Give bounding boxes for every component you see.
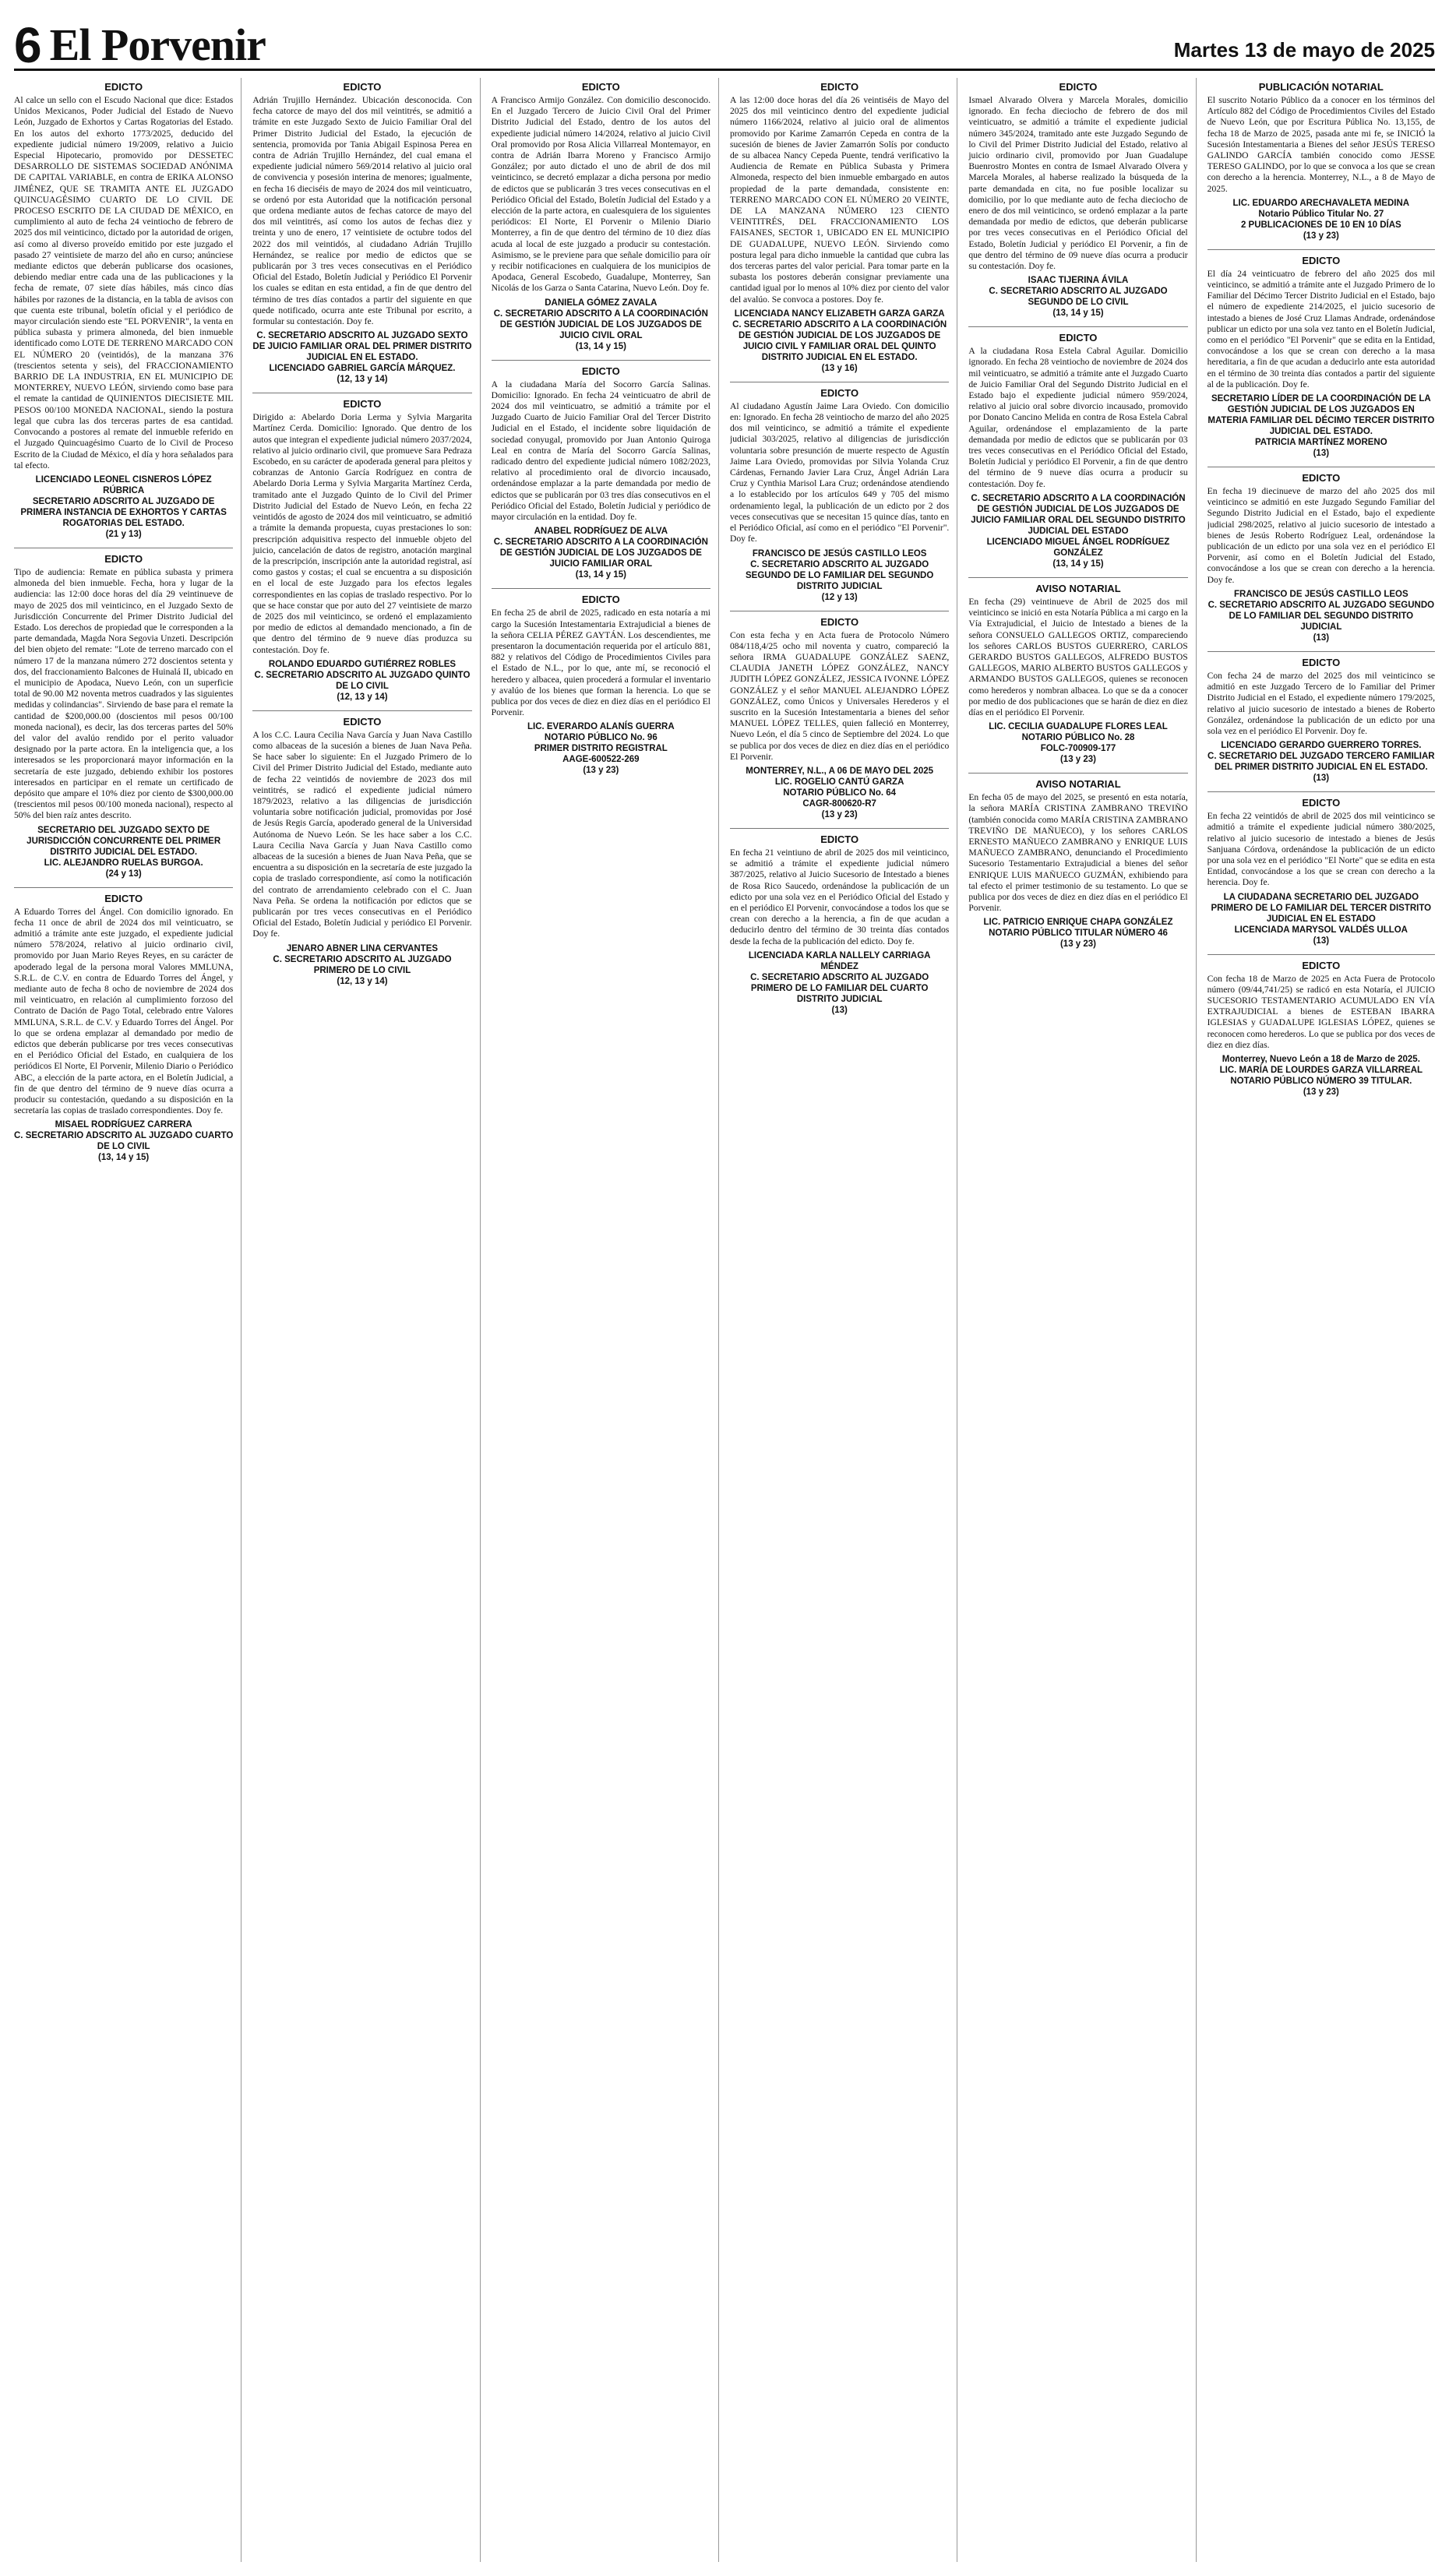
notice-signature: JENARO ABNER LINA CERVANTES C. SECRETARIO ADSCRITO AL JUZGADO PRIMERO DE LO CIVIL (12, 13 y 14) — [273, 943, 452, 986]
notice-title: EDICTO — [104, 892, 143, 904]
notice-body: Con fecha 24 de marzo del 2025 dos mil veinticinco se admitió en este Juzgado Tercero de lo Familiar del Primer Distrito Judicial en el Estado, el expediente número 179/2025, relativo al juicio sucesorio de intestado a bienes de Roberto González, ordenándose la publicación de un edicto por una sola vez en el periódico El Porvenir. Doy fe. — [1207, 670, 1435, 736]
legal-notice — [14, 893, 233, 1164]
legal-notice — [1208, 657, 1435, 784]
notice-column — [730, 78, 957, 2562]
legal-notice — [14, 81, 233, 540]
legal-notice — [730, 387, 949, 603]
notice-body: En fecha (29) veintinueve de Abril de 2025 dos mil veinticinco se inició en esta Notaría Pública a mi cargo en la Vía Extrajudicial, el Juicio de Intestado a bienes de la señora CONSUELO GALLEGOS ORTIZ, compareciendo los señores CARLOS BUSTOS GUERRERO, CARLOS GERARDO BUSTOS GALLEGOS, ALFREDO BUSTOS GALLEGOS, MARIO ALBERTO BUSTOS GALLEGOS y ARMANDO BUSTOS GALLEGOS, quienes se reconocen como herederos y nombran albacea. Lo que se da a conocer por medio de dos publicaciones que se harán de diez en diez días en el periódico El Porvenir. — [968, 596, 1188, 717]
legal-notice — [1208, 797, 1435, 946]
notice-title: EDICTO — [1302, 472, 1341, 485]
notice-divider — [1208, 954, 1435, 955]
legal-notice — [1208, 960, 1435, 1098]
notice-body: El día 24 veinticuatro de febrero del año 2025 dos mil veinticinco, se admitió a trámite ante el Juzgado Primero de lo Familiar del Décimo Tercer Distrito Judicial en el Estado, bajo el número de expediente 214/2025, el juicio sucesorio de intestado a bienes de José Cruz Llamas Andrade, ordenándose publicar un edicto por una sola vez tanto en el Boletín Judicial, como en el periódico "El Porvenir" que se edita en la Entidad, convocándose a los que se crean con derecho a la masa hereditaria, a fin de que acudan a deducirlo ante esta autoridad en el término de 30 treinta días contados a partir del siguiente al de la publicación. Doy fe. — [1207, 268, 1435, 389]
notice-title: EDICTO — [1302, 254, 1341, 266]
legal-notice — [1208, 472, 1435, 643]
notice-body: Con fecha 18 de Marzo de 2025 en Acta Fuera de Protocolo número (09/44,741/25) se radicó en esta Notaría, el JUICIO SUCESORIO TESTAMENTARIO ACUMULADO EN VÍA EXTRAJUDICIAL a bienes de ESTEBAN IBARRA IGLESIAS y GUADALUPE IGLESIAS LÓPEZ, quienes se reconocen como herederos. Lo que se publica por dos veces de diez en diez días. — [1207, 973, 1435, 1050]
notice-signature: SECRETARIO LÍDER DE LA COORDINACIÓN DE LA GESTIÓN JUDICIAL DE LOS JUZGADOS EN MATERIA FAMILIAR DEL DÉCIMO TERCER DISTRITO JUDICIAL DEL ESTADO. PATRICIA MARTÍNEZ MORENO (13) — [1208, 394, 1435, 459]
brand — [14, 17, 266, 73]
notice-body: A la ciudadana Rosa Estela Cabral Aguilar. Domicilio ignorado. En fecha 28 veintiocho de noviembre de 2024 dos mil veinticuatro, se admitió a trámite ante el Juzgado Cuarto de Juicio Familiar Oral del Segundo Distrito Judicial en el Estado bajo el expediente judicial número 959/2024, relativo al juicio oral sobre divorcio incausado, promovido por Donato Cancino Melida en contra de Rosa Estela Cabral Aguilar, ordenándose el emplazamiento de la parte demandada por medio de edictos que se publicarán por 03 tres veces consecutivas en el Periódico Oficial del Estado, Boletín Judicial y periódico El Porvenir, a fin de que dentro del término de 9 nueve días ocurra a producir su contestación. Doy fe. — [968, 346, 1188, 489]
masthead — [14, 14, 1435, 71]
notice-body: En fecha 21 veintiuno de abril de 2025 dos mil veinticinco, se admitió a trámite el expediente judicial número 387/2025, relativo al Juicio Sucesorio de Intestado a bienes de Rosa Rico Saucedo, ordenándose la publicación de un edicto por una sola vez en el Periódico Oficial del Estado y en el periódico El Porvenir, convocándose a todos los que se crean con derecho a la herencia, a fin de que acudan a deducirlo dentro del término de 30 treinta días contados desde la fecha de la publicación del edicto. Doy fe. — [730, 847, 950, 946]
notice-divider — [252, 710, 471, 711]
legal-notice — [730, 81, 949, 374]
notice-signature: LICENCIADO LEONEL CISNEROS LÓPEZ RÚBRICA SECRETARIO ADSCRITO AL JUZGADO DE PRIMERA INSTANCIA DE EXHORTOS Y CARTAS ROGATORIAS DEL ESTADO. (21 y 13) — [20, 474, 227, 539]
notice-title: EDICTO — [581, 594, 620, 606]
notice-body: A Eduardo Torres del Ángel. Con domicilio ignorado. En fecha 11 once de abril de 2024 dos mil veinticuatro, se admitió a trámite ante este juzgado, el expediente judicial número 578/2024, relativo al juicio ordinario civil, promovido por Juan Mario Reyes Reyes, en su carácter de apoderado legal de la persona moral Valores MMLUNA, S.R.L. de C.V. en contra de Eduardo Torres del Ángel, y mediante auto de fecha 8 ocho de noviembre de 2024 dos mil veinticuatro, en relación al cumplimiento forzoso del Contrato de Dación de Pago Total, celebrado entre Valores MMLUNA, S.R.L. de C.V. y Eduardo Torres del Ángel. Por lo que se ordena emplazar al demandado por medio de edictos que deberán publicarse por tres veces consecutivas en el Periódico Oficial del Estado, en cualquiera de los periódicos El Norte, El Porvenir, Milenio Diario o Periódico ABC, a elección de la parte actora, en el Boletín Judicial, a fin de que dentro del término de 9 nueve días ocurra a producir su contestación, quedando a su disposición en la secretaría las copias de traslado correspondientes. Doy fe. — [14, 906, 234, 1116]
legal-notice — [14, 553, 233, 879]
notice-divider — [1208, 249, 1435, 250]
notice-column — [1208, 78, 1435, 2562]
legal-notice — [492, 594, 710, 776]
legal-notice — [730, 616, 949, 820]
notice-body: A los C.C. Laura Cecilia Nava García y Juan Nava Castillo como albaceas de la sucesión a bienes de Juan Nava Peña. Se hace saber lo siguiente: En el Juzgado Primero de lo Civil del Primer Distrito Judicial del Estado, mediante auto de fecha 22 veintidós de noviembre de 2023 dos mil veintitrés, se radicó el expediente judicial número 1879/2023, relativo a las diligencias de jurisdicción voluntaria sobre notificación judicial, promovidas por José de Jesús Regis García, apoderado general de la Universidad Autónoma de Nuevo León. Se les hace saber a los C.C. Laura Cecilia Nava García y Juan Nava Castillo como albaceas de la sucesión a bienes de Juan Nava Peña, que se encuentra a su disposición en la secretaría de este juzgado la copia de traslado correspondiente, así como la notificación del contrato de arrendamiento celebrado con el C. Juan Nava Peña. Se ordena la notificación por edictos que se publicarán por tres veces consecutivas en el Periódico Oficial del Estado, Boletín Judicial y periódico El Porvenir. Doy fe. — [252, 729, 472, 939]
notice-divider — [1208, 791, 1435, 792]
notice-signature: LIC. CECILIA GUADALUPE FLORES LEAL NOTARIO PÚBLICO No. 28 FOLC-700909-177 (13 y 23) — [989, 722, 1168, 765]
notice-body: En fecha 05 de mayo del 2025, se presentó en esta notaría, la señora MARÍA CRISTINA ZAMBRANO TREVIÑO (también conocida como MARÍA CRISTINA ZAMBRANO TREVIÑO DE MAÑUECO), y los señores CARLOS ERNESTO MAÑUECO ZAMBRANO y ENRIQUE LUIS MAÑUECO ZAMBRANO, denunciando el Procedimiento Sucesorio Testamentario Extrajudicial a bienes del señor ENRIQUE LUIS MAÑUECO GUZMÁN, exhibiendo para tal efecto el primer testimonio de su testamento. Lo que se publica por dos veces de diez en diez días en el periódico El Porvenir. — [968, 792, 1188, 914]
notice-divider — [492, 360, 710, 361]
notice-signature: LICENCIADO GERARDO GUERRERO TORRES. C. SECRETARIO DEL JUZGADO TERCERO FAMILIAR DEL PRIMER DISTRITO JUDICIAL EN EL ESTADO. (13) — [1208, 741, 1435, 784]
notice-signature: LIC. EVERARDO ALANÍS GUERRA NOTARIO PÚBLICO No. 96 PRIMER DISTRITO REGISTRAL AAGE-600522-269 (13 y 23) — [527, 722, 675, 776]
notice-signature: LICENCIADA NANCY ELIZABETH GARZA GARZA C. SECRETARIO ADSCRITO A LA COORDINACIÓN DE GESTIÓN JUDICIAL DE LOS JUZGADOS DE JUICIO CIVIL Y FAMILIAR ORAL DEL QUINTO DISTRITO JUDICIAL EN EL ESTADO. (13 y 16) — [732, 308, 947, 373]
notice-body: En fecha 22 veintidós de abril de 2025 dos mil veinticinco se admitió a trámite el expediente judicial número 380/2025, relativo al juicio sucesorio de intestado a bienes de Jesús Sanjuana Córdova, ordenándose la publicación de un edicto por una sola vez en el periódico "El Norte" que se edita en esta Entidad, convocándose a los que se crean con derecho a la herencia. Doy fe. — [1207, 811, 1435, 888]
notice-body: Dirigido a: Abelardo Doria Lerma y Sylvia Margarita Martínez Cerda. Domicilio: Ignorado. Que dentro de los autos que integran el expediente judicial número 2037/2024, relativo al juicio ordinario civil, que promueve Sara Pedraza Escobedo, en su carácter de apoderada general para pleitos y cobranzas de Antonio García Rodríguez en contra de Abelardo Doria Lerma y Sylvia Margarita Martínez Cerda, tramitado ante el Juzgado Quinto de lo Civil del Primer Distrito Judicial del Estado de Nuevo León, en fecha 22 veintidós de agosto de 2024 dos mil veinticuatro, se admitió a trámite la demanda propuesta, cuyas prestaciones lo son: prescripción adquisitiva respecto del inmueble objeto del juicio, cancelación de datos de registro, anotación marginal de la prescripción, inscripción ante la autoridad registral, así como gastos y costas; el cual se encuentra a su disposición en el local de este Juzgado para los efectos legales correspondientes en las copias de traslado respectivo. Por lo que se hace constar que por auto del 27 veintisiete de marzo de 2025 dos mil veinticinco, se ordenó el emplazamiento por medio de edictos al demandado mencionado, a fin de que dentro del término de 9 nueve días produzca su contestación. Doy fe. — [252, 412, 472, 655]
notice-divider — [730, 828, 949, 829]
notice-signature: C. SECRETARIO ADSCRITO A LA COORDINACIÓN DE GESTIÓN JUDICIAL DE LOS JUZGADOS DE JUICIO FAMILIAR ORAL DEL SEGUNDO DISTRITO JUDICIAL DEL ESTADO LICENCIADO MIGUEL ÁNGEL RODRÍGUEZ GONZÁLEZ (13, 14 y 15) — [971, 493, 1186, 569]
notice-column — [968, 78, 1196, 2562]
notice-title: AVISO NOTARIAL — [1035, 582, 1121, 594]
legal-notice — [1208, 255, 1435, 459]
notice-signature: SECRETARIO DEL JUZGADO SEXTO DE JURISDICCIÓN CONCURRENTE DEL PRIMER DISTRITO JUDICIAL DEL ESTADO. LIC. ALEJANDRO RUELAS BURGOA. (24 y 13) — [26, 825, 221, 879]
notice-title: AVISO NOTARIAL — [1035, 778, 1121, 791]
legal-notice — [968, 583, 1187, 765]
legal-notice — [252, 398, 471, 702]
notice-body: Al ciudadano Agustín Jaime Lara Oviedo. Con domicilio en: Ignorado. En fecha 28 veintiocho de marzo del año 2025 dos mil veinticinco, se admitió a trámite el expediente judicial 303/2025, relativo al diligencias de jurisdicción voluntaria sobre presunción de muerte respecto de Agustín Jaime Lara Oviedo, promovidas por Silvia Yolanda Cruz Cárdenas, Fernando Javier Lara Cruz, Ángel Adrián Lara Cruz y Cynthia Marisol Lara Cruz; ordenándose atendiendo a lo establecido por los artículos 649 y 705 del mismo ordenamiento legal, la publicación de un edicto por 2 dos veces consecutivas que se necesitan 15 quince días, tanto en el Periódico Oficial, así como en el periódico "El Porvenir". Doy fe. — [730, 400, 950, 544]
notice-divider — [492, 588, 710, 589]
notice-title: EDICTO — [820, 615, 859, 628]
notice-signature: LIC. PATRICIO ENRIQUE CHAPA GONZÁLEZ NOTARIO PÚBLICO TITULAR NÚMERO 46 (13 y 23) — [983, 918, 1173, 950]
legal-notice — [492, 81, 710, 352]
notice-body: Adrián Trujillo Hernández. Ubicación desconocida. Con fecha catorce de mayo del dos mil veintitrés, se admitió a trámite en este Juzgado Sexto de Juicio Familiar Oral del Primer Distrito Judicial del Estado, la ejecución de sentencia, promovida por Tania Abigail Espinosa Perea en contra de Adrián Trujillo Hernández, del cual emana el expediente judicial número 569/2014 relativo al juicio oral de convivencia y posesión interina de menores; igualmente, en fecha 16 dieciséis de mayo de 2024 dos mil veinticuatro, se ordenó por esta Autoridad que la notificación personal que ordena mediante autos de fechas catorce de mayo del dos mil veintitrés, así como los autos de fechas diez y treinta y uno de enero, 17 veintisiete de octubre todos del 2022 dos mil veintidós, al ciudadano Adrián Trujillo Hernández, se realice por medio de edictos que se publicarán por 3 tres veces consecutivas en el Periódico Oficial del Estado, Boletín Judicial y Periódico El Porvenir los cuales se editan en esta entidad, a fin de que dentro del término de tres días contados a partir del siguiente en que quede notificado, ocurra ante este Tribunal por escrito, a formular su contestación. Doy fe. — [252, 95, 472, 327]
notice-title: EDICTO — [1059, 81, 1098, 93]
notice-body: El suscrito Notario Público da a conocer en los términos del Artículo 882 del Código de Procedimientos Civiles del Estado de Nuevo León, que por Escritura Pública No. 13,155, de fecha 18 de Marzo de 2025, pasada ante mi fe, se INICIÓ la Sucesión Intestamentaria a Bienes del señor JESÚS TERESO GALINDO GARCÍA también conocido como JESSE TERESO GALINDO, por lo que se convoca a los que se crean con derecho a la herencia. Monterrey, N.L., a 8 de Mayo de 2025. — [1207, 95, 1435, 194]
notice-divider — [968, 577, 1187, 578]
notice-signature: MONTERREY, N.L., A 06 DE MAYO DEL 2025 LIC. ROGELIO CANTÚ GARZA NOTARIO PÚBLICO No. 64 CAGR-800620-R7 (13 y 23) — [746, 766, 934, 819]
legal-notice — [492, 365, 710, 581]
notice-title: EDICTO — [343, 715, 382, 728]
notice-signature: ISAAC TIJERINA ÁVILA C. SECRETARIO ADSCRITO AL JUZGADO SEGUNDO DE LO CIVIL (13, 14 y 15) — [989, 276, 1168, 319]
legal-notices-columns — [14, 78, 1435, 2562]
notice-signature: FRANCISCO DE JESÚS CASTILLO LEOS C. SECRETARIO ADSCRITO AL JUZGADO SEGUNDO DE LO FAMILIAR DEL SEGUNDO DISTRITO JUDICIAL (13) — [1208, 589, 1435, 643]
notice-body: A Francisco Armijo González. Con domicilio desconocido. En el Juzgado Tercero de Juicio Civil Oral del Primer Distrito Judicial del Estado, dentro de los autos del expediente judicial número 14/2024, relativo al juicio Civil Oral promovido por Rosa Alicia Villarreal Montemayor, en contra de Adrián Ibarra Moreno y Francisco Armijo González; por auto dictado el uno de abril de dos mil veinticinco, se decretó emplazar a dicha persona por medio de edictos que se publicarán 3 tres veces consecutivas en el Periódico Oficial del Estado, Boletín Judicial del Estado y a elección de la parte actora, en cualesquiera de los siguientes periódicos: El Norte, El Porvenir o Milenio Diario Monterrey, a fin de que dentro del término de 10 diez días acuda al local de este juzgado a producir su contestación. Asimismo, se le previene para que señale domicilio para oír y recibir notificaciones en cualquiera de los municipios de Apodaca, General Escobedo, Guadalupe, Monterrey, San Nicolás de los Garza o Santa Catarina, Nuevo León. Doy fe. — [491, 95, 710, 294]
notice-title: EDICTO — [104, 552, 143, 565]
newspaper-name: El Porvenir — [49, 19, 266, 70]
issue-date: Martes 13 de mayo de 2025 — [1173, 38, 1435, 62]
notice-body: Con esta fecha y en Acta fuera de Protocolo Número 084/118,4/25 ocho mil noventa y cuatro, compareció la señora IRMA GUADALUPE GONZÁLEZ SAENZ, CLAUDIA JANETH LÓPEZ GONZÁLEZ, NANCY JUDITH LÓPEZ GONZÁLEZ, JESSICA IVONNE LÓPEZ GONZÁLEZ y el señor MANUEL ALEJANDRO LÓPEZ GONZÁLEZ, como Únicos y Universales Herederos y el suscrito en la Sucesión Intestamentaria a bienes del señor MANUEL LÓPEZ TELLES, quien falleció en Monterrey, Nuevo León, el día 5 cinco de Septiembre del 2024. Lo que se publica por dos veces de diez en diez días en el periódico El Porvenir. — [730, 629, 950, 762]
notice-title: EDICTO — [581, 81, 620, 93]
notice-column — [14, 78, 242, 2562]
legal-notice — [730, 833, 949, 1016]
notice-body: En fecha 19 diecinueve de marzo del año 2025 dos mil veinticinco se admitió en este Juzgado Segundo Familiar del Segundo Distrito Judicial en el Estado, bajo el expediente judicial 298/2025, relativo al juicio sucesorio de intestado a bienes de Jesús Roberto Rodríguez Leal, ordenándose la publicación de un edicto por una sola vez en el periódico El Porvenir, así como en el Boletín Judicial del Estado, convocándose a los que se crean con derecho a la herencia. Doy fe. — [1207, 486, 1435, 585]
notice-title: EDICTO — [820, 81, 859, 93]
notice-body: A la ciudadana María del Socorro García Salinas. Domicilio: Ignorado. En fecha 24 veinticuatro de abril de 2024 dos mil veinticuatro, se admitió a trámite por el Juzgado Cuarto de Juicio Familiar Oral del Tercer Distrito Judicial en el Estado, el incidente sobre liquidación de sociedad conyugal, promovido por Juan Antonio Quiroga Leal en contra de María del Socorro García Salinas, radicado dentro del expediente judicial número 1082/2023, relativo al procedimiento oral de divorcio incausado, ordenándose emplazar a la parte demandada por medio de edictos que se publicarán por 03 tres días consecutivos en el Periódico Oficial del Estado, Boletín Judicial y periódico de mayor circulación en la entidad. Doy fe. — [491, 379, 710, 523]
notice-title: EDICTO — [1302, 959, 1341, 971]
legal-notice — [968, 81, 1187, 319]
notice-divider — [968, 326, 1187, 327]
legal-notice — [252, 716, 471, 987]
notice-title: EDICTO — [104, 81, 143, 93]
notice-divider — [968, 773, 1187, 774]
notice-divider — [1208, 651, 1435, 652]
notice-signature: ANABEL RODRÍGUEZ DE ALVA C. SECRETARIO ADSCRITO A LA COORDINACIÓN DE GESTIÓN JUDICIAL DE LOS JUZGADOS DE JUICIO FAMILIAR ORAL (13, 14 y 15) — [493, 527, 708, 580]
legal-notice — [968, 778, 1187, 950]
notice-signature: FRANCISCO DE JESÚS CASTILLO LEOS C. SECRETARIO ADSCRITO AL JUZGADO SEGUNDO DE LO FAMILIAR DEL SEGUNDO DISTRITO JUDICIAL (12 y 13) — [746, 548, 934, 602]
notice-title: EDICTO — [820, 386, 859, 399]
legal-notice — [1208, 81, 1435, 241]
notice-signature: MISAEL RODRÍGUEZ CARRERA C. SECRETARIO ADSCRITO AL JUZGADO CUARTO DE LO CIVIL (13, 14 y 15) — [14, 1120, 234, 1163]
notice-body: A las 12:00 doce horas del día 26 veintiséis de Mayo del 2025 dos mil veinticinco dentro del expediente judicial número 1166/2024, relativo al juicio oral de alimentos promovido por Karime Zamarrón Cepeda en contra de la sucesión de bienes de Javier Zamarrón Solís por conducto de su albacea Nancy Cepeda Puente, tendrá verificativo la Audiencia de Remate en Pública Subasta y Primera Almoneda, respecto del bien inmueble embargado en autos propiedad de la parte demandada, consistente en: TERRENO MARCADO CON EL NÚMERO 20 VEINTE, DE LA MANZANA NÚMERO 123 CIENTO VEINTITRÉS, DEL FRACCIONAMIENTO LOS FAISANES, SECTOR 1, UBICADO EN EL MUNICIPIO DE GUADALUPE, NUEVO LEÓN. Sirviendo como postura legal para dicho inmueble la cantidad que cubra las dos terceras partes del valor pericial. Para tomar parte en la subasta los postores deberán consignar previamente una cantidad igual por lo menos al 10% diez por ciento del valor del avalúo. Se convoca a postores. Doy fe. — [730, 95, 950, 305]
notice-signature: DANIELA GÓMEZ ZAVALA C. SECRETARIO ADSCRITO A LA COORDINACIÓN DE GESTIÓN JUDICIAL DE LOS JUZGADOS DE JUICIO CIVIL ORAL (13, 14 y 15) — [493, 298, 708, 351]
notice-signature: LICENCIADA KARLA NALLELY CARRIAGA MÉNDEZ C. SECRETARIO ADSCRITO AL JUZGADO PRIMERO DE LO FAMILIAR DEL CUARTO DISTRITO JUDICIAL (13) — [748, 950, 931, 1015]
notice-signature: C. SECRETARIO ADSCRITO AL JUZGADO SEXTO DE JUICIO FAMILIAR ORAL DEL PRIMER DISTRITO JUDICIAL EN EL ESTADO. LICENCIADO GABRIEL GARCÍA MÁRQUEZ. (12, 13 y 14) — [252, 331, 472, 385]
notice-title: EDICTO — [1059, 332, 1098, 344]
notice-title: EDICTO — [1302, 797, 1341, 809]
notice-title: PUBLICACIÓN NOTARIAL — [1258, 81, 1384, 93]
notice-title: EDICTO — [820, 833, 859, 845]
notice-body: Ismael Alvarado Olvera y Marcela Morales, domicilio ignorado. En fecha dieciocho de febrero de dos mil veinticuatro, se admitió a trámite el expediente judicial número 345/2024, tramitado ante este Juzgado Segundo de lo Civil del Primer Distrito Judicial del Estado, relativo al juicio ordinario civil, promovido por Juan Guadalupe Buenrostro Montes en contra de Ismael Alvarado Olvera y Marcela Morales, al haberse realizado la búsqueda de la parte demandada en cita, no fue posible localizar su domicilio, por lo que mediante auto de fecha dieciocho de enero de dos mil veinticinco, se ordenó emplazar a la parte demandada por medio de edictos, que deberán publicarse por tres veces consecutivas en el Periódico Oficial del Estado, Boletín Judicial y periódico El Porvenir, a fin de que dentro del término de 09 nueve días ocurra a producir su contestación. Doy fe. — [968, 95, 1188, 272]
notice-signature: LA CIUDADANA SECRETARIO DEL JUZGADO PRIMERO DE LO FAMILIAR DEL TERCER DISTRITO JUDICIAL EN EL ESTADO LICENCIADA MARYSOL VALDÉS ULLOA (13) — [1211, 892, 1432, 946]
legal-notice — [968, 332, 1187, 569]
notice-body: En fecha 25 de abril de 2025, radicado en esta notaría a mi cargo la Sucesión Intestamentaria Extrajudicial a bienes de la señora CELIA PÉREZ GAYTÁN. Los descendientes, me presentaron la documentación requerida por el artículo 881, 882 y relativos del Código de Procedimientos Civiles para el Estado de N.L., por lo que, ante mí, se reconoció el heredero y albacea, quien procederá a formular el inventario y avalúo de los bienes que forman la herencia. Lo que se publica por dos veces de diez en diez días en el periódico El Porvenir. — [491, 608, 710, 718]
notice-body: Al calce un sello con el Escudo Nacional que dice: Estados Unidos Mexicanos, Poder Judicial del Estado de Nuevo León, Juzgado de Exhortos y Cartas Rogatorias del Estado. En los autos del exhorto 1773/2025, deducido del expediente judicial número 19/2009, relativo a Juicio Especial Hipotecario, promovido por DESSETEC DESARROLLO DE SISTEMAS SOCIEDAD ANÓNIMA DE CAPITAL VARIABLE, en contra de ERIKA ALONSO JIMÉNEZ, QUE SE TRAMITA ANTE EL JUZGADO QUINCUAGÉSIMO CUARTO DE LO CIVIL DE PROCESO ESCRITO DE LA CIUDAD DE MÉXICO, en cumplimiento al auto de fecha 24 veintiocho de febrero de 2025 dos mil veinticinco, dictado por la autoridad de origen, así como al diverso proveído emitido por este juzgado el pasado 27 veintisiete de marzo del año en curso; anúnciese mediante edictos que deberán publicarse dos ocasiones, debiendo mediar entre cada una de las publicaciones y la fecha de remate, 07 siete días hábiles, más cinco días hábiles por razones de la distancia, en la tabla de avisos con que cuenta este tribunal, boletín oficial y el periódico de mayor circulación siendo este "EL PORVENIR", la venta en pública subasta y primera almoneda, del bien inmueble identificado como LOTE DE TERRENO MARCADO CON EL NÚMERO 20 (veintidós), de la manzana 376 (trescientos setenta y seis), del FRACCIONAMIENTO BARRIO DE LA INDUSTRIA, EN EL MUNICIPIO DE MONTERREY, NUEVO LEÓN, sirviendo como base para el remate la cantidad de QUINIENTOS DIECISIETE MIL PESOS 00/100 MONEDA NACIONAL, siendo la postura legal que cubra las dos terceras partes de esa cantidad. Convocando a postores al remate del inmueble referido en el Juzgado Quincuagésimo Cuarto de lo Civil de Proceso Escrito de la Ciudad de México, el día y hora señalados para tal efecto. — [14, 95, 234, 470]
page-number: 6 — [14, 17, 42, 73]
notice-body: Tipo de audiencia: Remate en pública subasta y primera almoneda del bien inmueble. Fecha, hora y lugar de la audiencia: las 12:00 doce horas del día 29 veintinueve de mayo de 2025 dos mil veinticinco, en el Juzgado Sexto de Jurisdicción Concurrente del Primer Distrito Judicial del Estado. Los derechos de propiedad que le corresponden a la parte demandada, Magda Nora Segovia Unzeti. Descripción del bien objeto del remate: "Lote de terreno marcado con el número 17 de la manzana número 272 doscientos setenta y dos, del fraccionamiento Balcones de Huinalá II, ubicado en el municipio de Apodaca, Nuevo León, con un superficie total de 90.00 M2 noventa metros cuadrados y las siguientes medidas y colindancias". Sirviendo de base para el remate la cantidad de $200,000.00 (doscientos mil pesos 00/100 moneda nacional), es decir, las dos terceras partes del 50% del valor del avalúo rendido por el perito valuador designado por la parte actora. En la inteligencia que, a los interesados se les proporcionará mayor información en la secretaría de este juzgado, debiendo exhibir los postores interesados en participar en el remate un certificado de depósito que ampare el 10% diez por ciento de $300,000.00 (trescientos mil pesos 00/100 moneda nacional), respecto al 50% del bien raíz antes descrito. — [14, 566, 234, 821]
legal-notice — [252, 81, 471, 385]
notice-title: EDICTO — [343, 81, 382, 93]
notice-signature: ROLANDO EDUARDO GUTIÉRREZ ROBLES C. SECRETARIO ADSCRITO AL JUZGADO QUINTO DE LO CIVIL (12, 13 y 14) — [254, 659, 471, 702]
notice-title: EDICTO — [343, 398, 382, 411]
notice-column — [492, 78, 719, 2562]
notice-title: EDICTO — [1302, 656, 1341, 668]
notice-signature: Monterrey, Nuevo León a 18 de Marzo de 2025. LIC. MARÍA DE LOURDES GARZA VILLARREAL NOTARIO PÚBLICO NÚMERO 39 TITULAR. (13 y 23) — [1219, 1054, 1423, 1097]
notice-signature: LIC. EDUARDO ARECHAVALETA MEDINA Notario Público Titular No. 27 2 PUBLICACIONES DE 10 EN 10 DÍAS (13 y 23) — [1232, 198, 1410, 241]
notice-column — [252, 78, 480, 2562]
notice-title: EDICTO — [581, 365, 620, 377]
notice-divider — [14, 887, 233, 888]
